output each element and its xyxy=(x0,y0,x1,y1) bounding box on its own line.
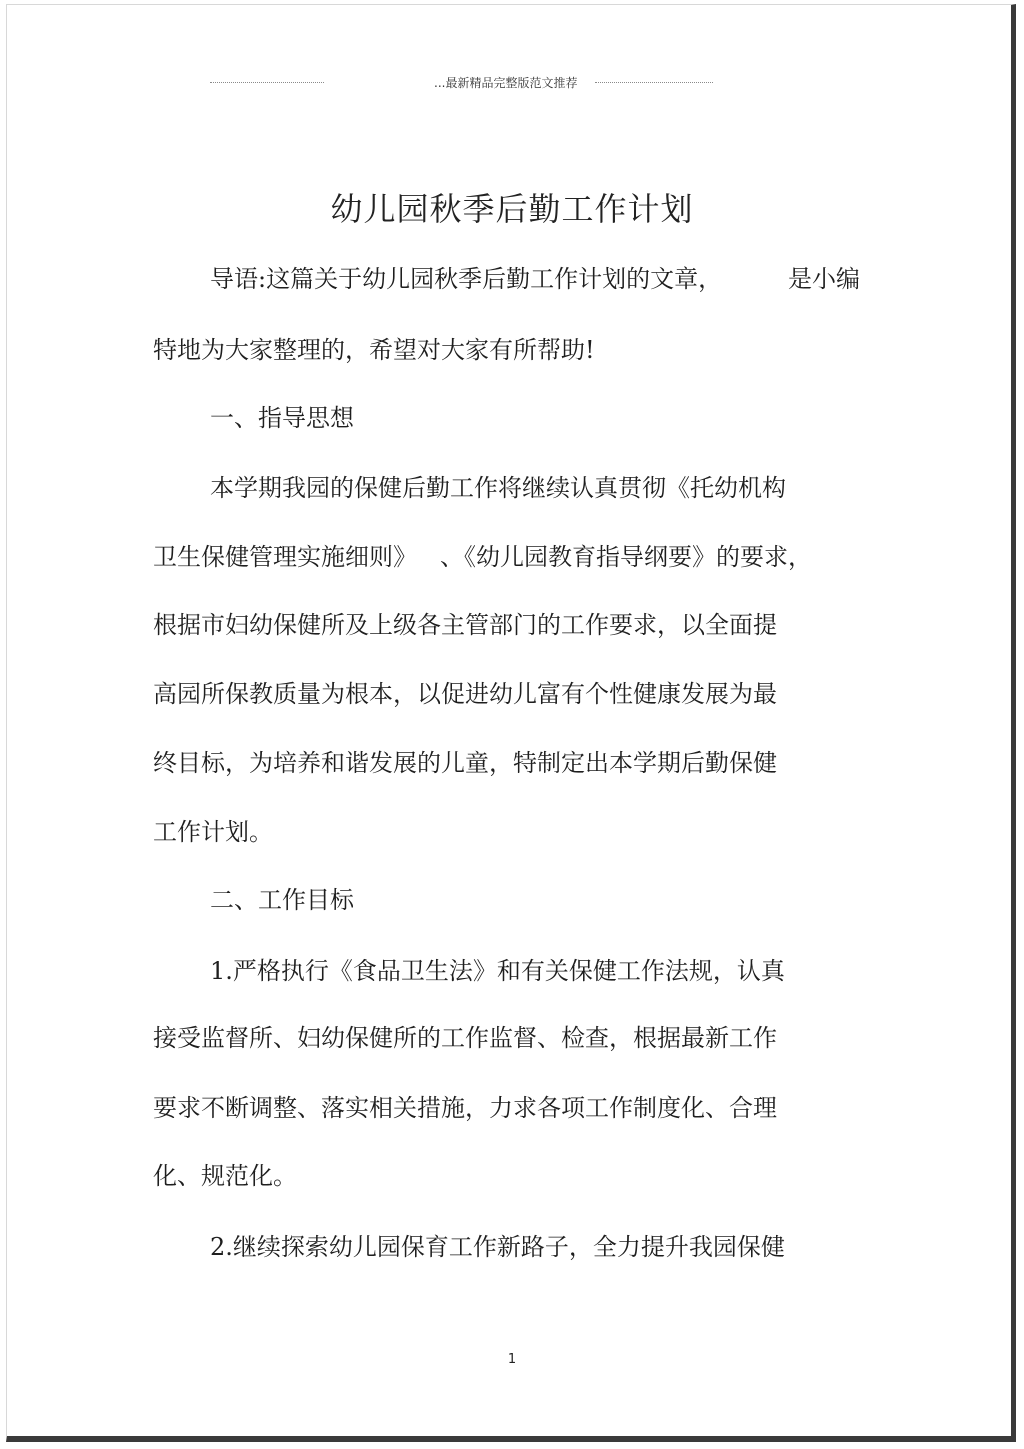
body-line: 终目标，为培养和谐发展的儿童，特制定出本学期后勤保健 xyxy=(153,749,777,777)
body-line: 化、规范化。 xyxy=(153,1162,297,1190)
document-title: 幼儿园秋季后勤工作计划 xyxy=(330,190,694,228)
header-rule-left xyxy=(210,82,324,83)
body-line: 是小编 xyxy=(788,265,860,293)
section-heading: 一、指导思想 xyxy=(210,404,354,432)
body-line: 高园所保教质量为根本，以促进幼儿富有个性健康发展为最 xyxy=(153,680,777,708)
header-text: ...最新精品完整版范文推荐 xyxy=(434,76,578,90)
page-number: 1 xyxy=(507,1352,517,1367)
body-line: 特地为大家整理的，希望对大家有所帮助! xyxy=(153,336,595,364)
body-line: 导语:这篇关于幼儿园秋季后勤工作计划的文章， xyxy=(210,265,723,293)
header-rule-right xyxy=(595,82,713,83)
body-line: 接受监督所、妇幼保健所的工作监督、检查，根据最新工作 xyxy=(153,1024,777,1052)
body-line: 2.继续探索幼儿园保育工作新路子，全力提升我园保健 xyxy=(210,1233,785,1261)
body-line: 卫生保健管理实施细则》 xyxy=(153,543,417,571)
body-line: 要求不断调整、落实相关措施，力求各项工作制度化、合理 xyxy=(153,1094,777,1122)
body-line: 本学期我园的保健后勤工作将继续认真贯彻《托幼机构 xyxy=(210,474,786,502)
body-line: 工作计划。 xyxy=(153,818,273,846)
section-heading: 二、工作目标 xyxy=(210,886,354,914)
body-line: 、《幼儿园教育指导纲要》的要求， xyxy=(440,543,812,571)
body-line: 1.严格执行《食品卫生法》和有关保健工作法规，认真 xyxy=(210,957,785,985)
body-line: 根据市妇幼保健所及上级各主管部门的工作要求，以全面提 xyxy=(153,611,777,639)
